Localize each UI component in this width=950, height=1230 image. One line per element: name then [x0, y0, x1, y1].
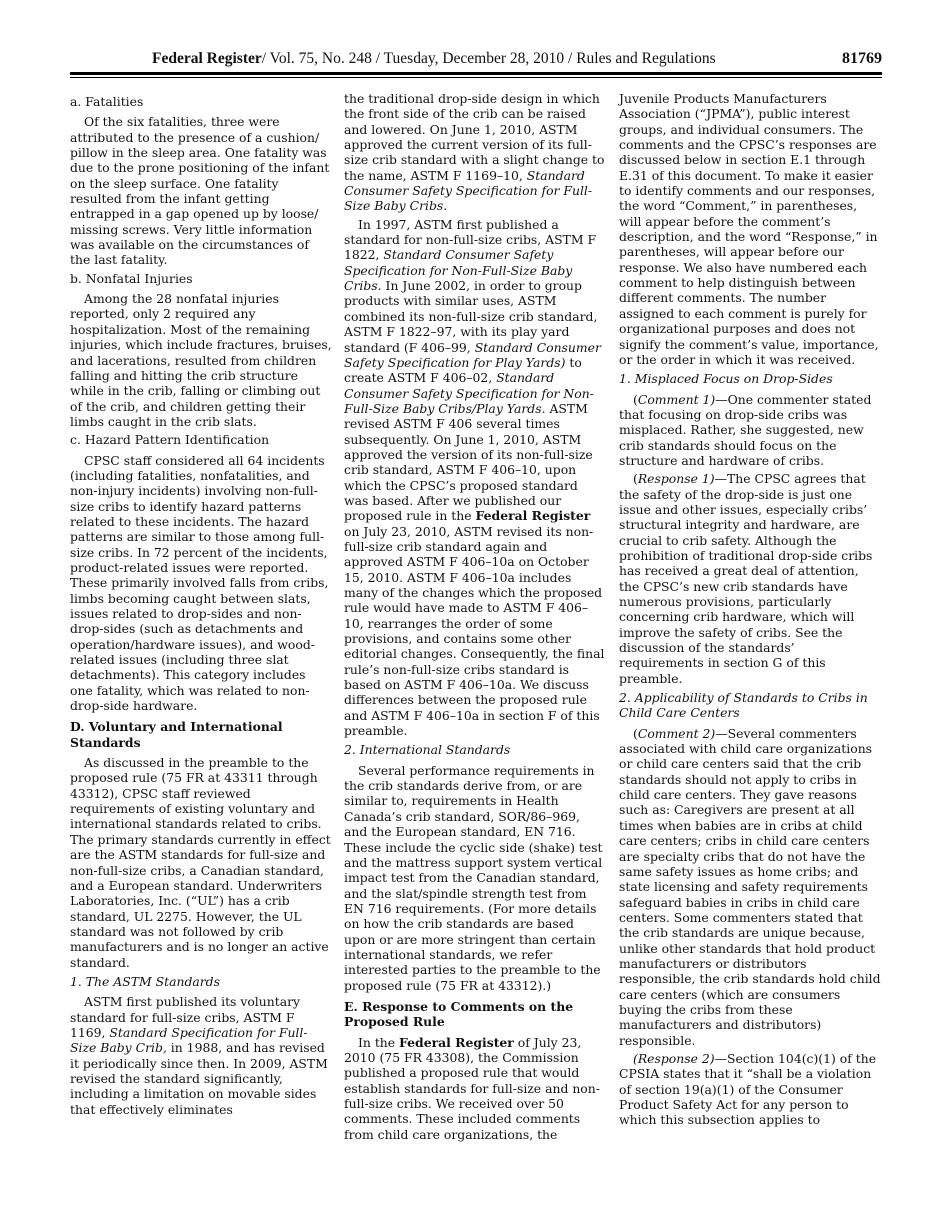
- paragraph-response-2: (Response 2)—Section 104(c)(1) of the CPSIA states that it “shall be a violation of section 19(a)(1) of the Consumer Product Safety Act for any person to which this subsection applies to: [619, 1050, 877, 1128]
- heading-misplaced-focus: 1. Misplaced Focus on Drop-Sides: [619, 371, 833, 387]
- page-number: 81769: [842, 50, 882, 67]
- paragraph-response-to-comments: In the Federal Register of July 23, 2010 (75 FR 43308), the Commission published a proposed rule that would establish standards for full-size and non-full-size cribs. We received over 50 comments. These included comments from child care organizations, the: [344, 1034, 600, 1142]
- paragraph-comments-continued: Juvenile Products Manufacturers Association (“JPMA”), public interest groups, and individual consumers. The comments and the CPSC’s responses are discussed below in section E.1 through E.31 of this document. To make it easier to identify comments and our responses, the word “Comment,” in parentheses, will appear before the comment’s description, and the word “Response,” in parentheses, will appear before our response. We also have numbered each comment to help distinguish between different comments. The number assigned to each comment is purely for organizational purposes and does not signify the comment’s value, importance, or the order in which it was received.: [619, 91, 879, 367]
- paragraph-astm-1997: In 1997, ASTM first published a standard for non-full-size cribs, ASTM F 1822, Standard Consumer Safety Specification for Non-Full-Size Baby Cribs. In June 2002, in order to group products with similar uses, ASTM combined its non-full-size crib standard, ASTM F 1822–97, with its play yard standard (F 406–99, Standard Consumer Safety Specification for Play Yards) to create ASTM F 406–02, Standard Consumer Safety Specification for Non-Full-Size Baby Cribs/Play Yards. ASTM revised ASTM F 406 several times subsequently. On June 1, 2010, ASTM approved the version of its non-full-size crib standard, ASTM F 406–10, upon which the CPSC’s proposed standard was based. After we published our proposed rule in the Federal Register on July 23, 2010, ASTM revised its non-full-size crib standard again and approved ASTM F 406–10a on October 15, 2010. ASTM F 406–10a includes many of the changes which the proposed rule would have made to ASTM F 406–10, rearranges the order of some provisions, and contains some other editorial changes. Consequently, the final rule’s non-full-size cribs standard is based on ASTM F 406–10a. We discuss differences between the proposed rule and ASTM F 406–10a in section F of this preamble.: [344, 216, 605, 739]
- header-citation: [152, 50, 716, 68]
- column-1: [70, 91, 332, 1120]
- header-rule-thin: [70, 77, 882, 78]
- heading-international-standards: 2. International Standards: [344, 742, 511, 758]
- heading-hazard-pattern: c. Hazard Pattern Identification: [70, 432, 270, 448]
- paragraph-nonfatal-injuries: Among the 28 nonfatal injuries reported, only 2 required any hospitalization. Most of the remaining injuries, which include fractures, bruises, and lacerations, resulted from children falling and hitting the crib structure while in the crib, falling or climbing out of the crib, and children getting their limbs caught in the crib slats.: [70, 291, 332, 429]
- header-rule-thick: [70, 72, 882, 75]
- paragraph-voluntary-standards: As discussed in the preamble to the proposed rule (75 FR at 43311 through 43312), CPSC staff reviewed requirements of existing voluntary and international standards related to cribs. The primary standards currently in effect are the ASTM standards for full-size and non-full-size cribs, a Canadian standard, and a European standard. Underwriters Laboratories, Inc. (“UL”) has a crib standard, UL 2275. However, the UL standard was not followed by crib manufacturers and is no longer an active standard.: [70, 755, 331, 970]
- heading-astm-standards: 1. The ASTM Standards: [70, 973, 220, 989]
- paragraph-comment-2: (Comment 2)—Several commenters associated with child care organizations or child care centers said that the crib standards should not apply to cribs in child care centers. They gave reasons such as: Caregivers are present at all times when babies are in cribs at child care centers; cribs in child care centers are specialty cribs that do not have the same safety issues as home cribs; and state licensing and safety requirements safeguard babies in cribs in child care centers. Some commenters stated that the crib standards are unique because, unlike other standards that hold product manufacturers or distributors responsible, the crib standards hold child care centers (which are consumers buying the cribs from these manufacturers and distributors) responsible.: [619, 725, 881, 1048]
- column-2: [344, 91, 606, 1145]
- paragraph-hazard-pattern: CPSC staff considered all 64 incidents (including fatalities, nonfatalities, and non-injury incidents) involving non-full-size cribs to identify hazard patterns related to these incidents. The hazard patterns are similar to those among full-size cribs. In 72 percent of the incidents, product-related issues were reported. These primarily involved falls from cribs, limbs becoming caught between slats, issues related to drop-sides and non-drop-sides (such as detachments and operation/hardware issues), and wood-related issues (including three slat detachments). This category includes one fatality, which was related to non-drop-side hardware.: [70, 452, 329, 714]
- paragraph-response-1: (Response 1)—The CPSC agrees that the safety of the drop-side is just one issue and other issues, especially cribs’ structural integrity and hardware, are crucial to crib safety. Although the prohibition of traditional drop-side cribs has received a great deal of attention, the CPSC’s new crib standards have numerous provisions, particularly concerning crib hardware, which will improve the safety of cribs. See the discussion of the standards’ requirements in section G of this preamble.: [619, 471, 873, 686]
- column-3: [619, 91, 881, 1131]
- paragraph-comment-1: (Comment 1)—One commenter stated that focusing on drop-side cribs was misplaced. Rather, she suggested, new crib standards should focus on the structure and hardware of cribs.: [619, 391, 872, 468]
- heading-response-to-comments: E. Response to Comments on the Proposed Rule: [344, 998, 574, 1030]
- paragraph-international-standards: Several performance requirements in the crib standards derive from, or are similar to, requirements in Health Canada’s crib standard, SOR/86–969, and the European standard, EN 716. These include the cyclic side (shake) test and the mattress support system vertical impact test from the Canadian standard, and the slat/spindle strength test from EN 716 requirements. (For more details on how the crib standards are based upon or are more stringent than certain international standards, we refer interested parties to the preamble to the proposed rule (75 FR at 43312).): [344, 762, 603, 993]
- heading-applicability: 2. Applicability of Standards to Cribs in Child Care Centers: [619, 690, 868, 721]
- paragraph-astm-continued: the traditional drop-side design in which the front side of the crib can be raised and lowered. On June 1, 2010, ASTM approved the current version of its full-size crib standard with a slight change to the name, ASTM F 1169–10, Standard Consumer Safety Specification for Full-Size Baby Cribs.: [344, 91, 605, 214]
- paragraph-fatalities: Of the six fatalities, three were attributed to the presence of a cushion/ pillow in the sleep area. One fatality was due to the prone positioning of the infant on the sleep surface. One fatality resulted from the infant getting entrapped in a gap opened up by loose/ missing screws. Very little information was available on the circumstances of the last fatality.: [70, 114, 330, 268]
- page-header: [70, 46, 882, 72]
- heading-fatalities: a. Fatalities: [70, 94, 144, 109]
- heading-nonfatal-injuries: b. Nonfatal Injuries: [70, 270, 193, 286]
- paragraph-astm-standards: ASTM first published its voluntary standard for full-size cribs, ASTM F 1169, Standard Specification for Full-Size Baby Crib, in 1988, and has revised it periodically since then. In 2009, ASTM revised the standard significantly, including a limitation on movable sides that effectively eliminates: [70, 994, 328, 1117]
- heading-voluntary-standards: D. Voluntary and International Standards: [70, 719, 283, 750]
- issue-info: / Vol. 75, No. 248 / Tuesday, December 28, 2010 / Rules and Regulations: [261, 50, 716, 67]
- publication-name: Federal Register: [152, 50, 262, 67]
